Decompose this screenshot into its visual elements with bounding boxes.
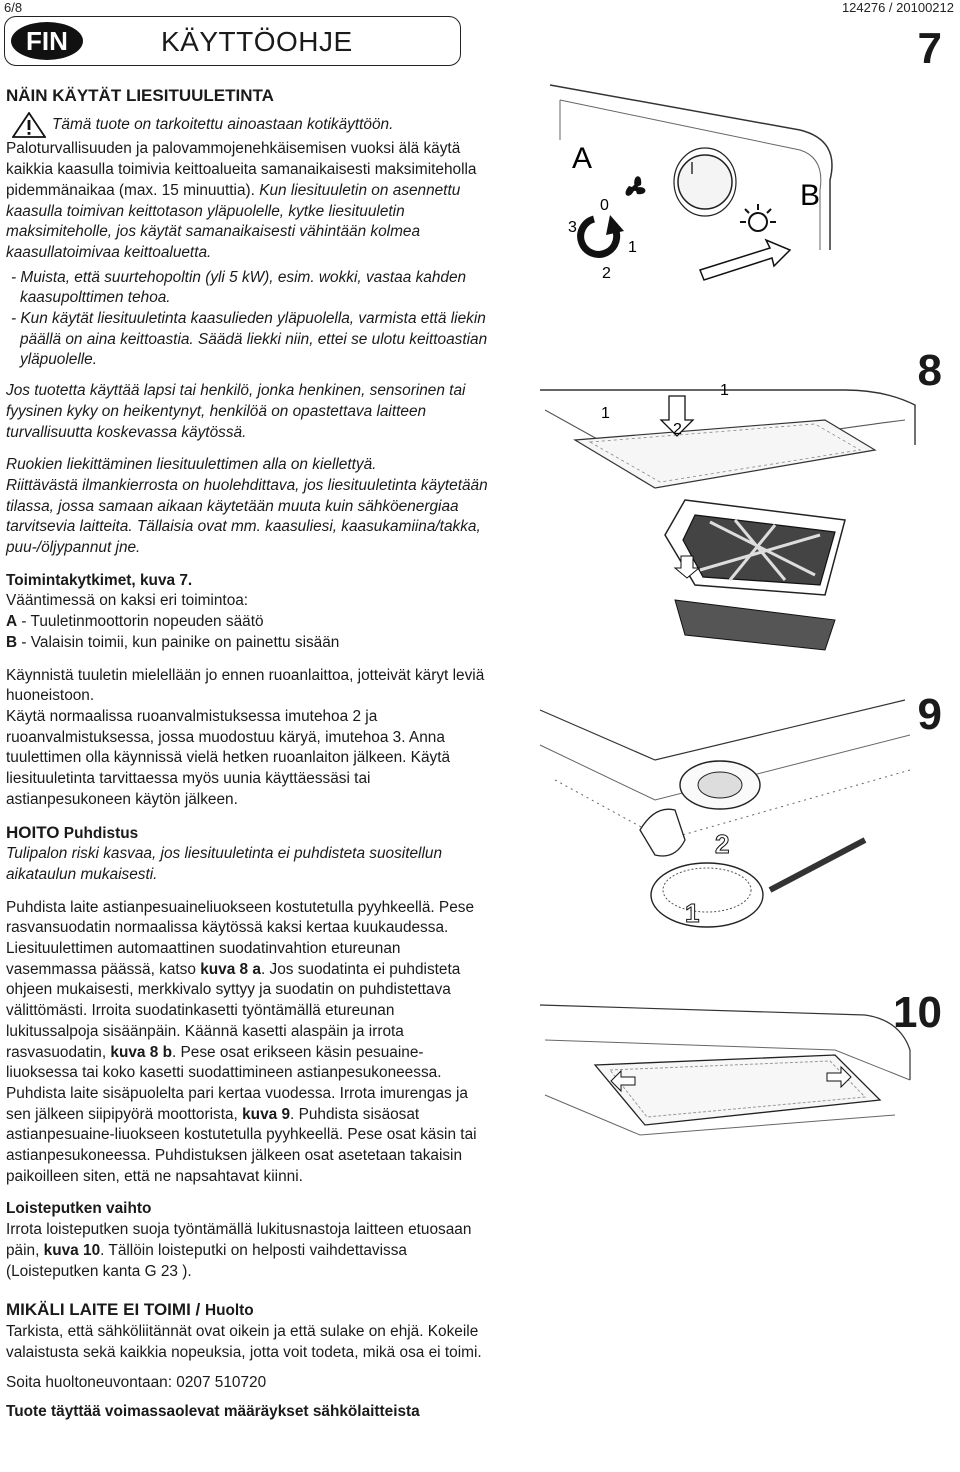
fire-safety-text [6,139,491,263]
control-a [6,612,491,633]
language-badge: FIN [11,22,83,60]
figure-ref-8b: kuva 8 b [110,1043,172,1061]
push-arrow-icon [700,240,790,280]
control-a-key: A [6,613,18,631]
figure-7-control-knob [540,80,840,290]
warning-line [6,115,491,136]
label-1-right: 1 [720,382,729,399]
label-b: B [800,179,821,212]
instructions-column [6,86,491,1423]
fault-text: Tarkista, että sähköliitännät ovat oikein ja että sulake on ehjä. Kokeile valaistusta sekä kaikkia nopeuksia, jotta voit todeta, mikä osa ei toimi. [6,1322,482,1361]
control-b-text: - Valaisin toimii, kun painike on painettu sisään [17,633,340,651]
control-b-key: B [6,633,18,651]
care-title: HOITO [6,822,60,842]
bullet-gas-stove: - Kun käytät liesituuletinta kaasulieden yläpuolella, varmista että liekin päällä on aina keittoastia. Säädä liekki niin, ettei se ulotu keittoastian yläpuolelle. [11,310,488,369]
label-1-left: 1 [601,405,610,422]
figure-ref-9: kuva 9 [242,1105,291,1123]
fire-safety-sentence-2: Kun liesituuletin on asennettu kaasulla toimivan keittotason yläpuolelle, kytke liesituuletin maksimiteholle, jos käytät samanaikaisesti vähintään kolmea kaasullatoimivaa keittoaluetta. [6,181,461,261]
fault-heading [6,1300,491,1322]
speed-label-3: 3 [568,219,577,236]
figure-number-10: 10 [893,988,942,1037]
controls-heading: Toimintakytkimet, kuva 7. [6,571,193,589]
speed-label-1: 1 [628,239,637,256]
tube-part-1: Irrota loisteputken suoja työntämällä lukitusnastoja laitteen etuosaan päin, [6,1221,472,1259]
usage-power: Käytä normaalissa ruoanvalmistuksessa imutehoa 2 ja ruoanvalmistuksessa, jossa muodostuu käryä, imutehoa 3. Anna tuulettimen olla käynnissä vielä hetken ruoanlaiton jälkeen. Käytä liesituuletinta tarvittaessa myös uunia käyttäessäsi tai astianpesukoneen käytön jälkeen. [6,707,451,808]
compliance-text: Tuote täyttää voimassaolevat määräykset sähkölaitteista [6,1403,420,1421]
page-number: 6/8 [4,0,23,15]
speed-label-2: 2 [602,265,611,282]
tube-heading: Loisteputken vaihto [6,1200,152,1218]
figure-number-9: 9 [917,690,942,739]
cleaning-part-2: . Jos suodatinta ei puhdisteta ohjeen mukaisesti, merkkivalo syttyy ja suodatin on puhdistettava välittömästi. Irroita suodatinkasetti työntämällä etureunan lukitussalpoja sisäänpäin. Käännä kasetti alaspäin ja irrota rasvasuodatin, [6,960,461,1061]
fault-subtitle: Huolto [204,1302,254,1320]
document-reference: 124276 / 20100212 [841,0,954,15]
cleaning-part-3: . Pese osat erikseen käsin pesuaine-liuoksessa tai koko kasetti suodattimineen astianpesukoneessa. Puhdista laite sisäpuolelta pari kertaa vuodessa. Irrota imurengas ja sen jälkeen siipipyörä moottorista, [6,1043,468,1123]
speed-rotation-arrow-icon [581,215,624,254]
header-box [4,16,461,66]
fan-wheel [651,863,763,927]
control-b [6,633,491,654]
hand-icon [640,809,685,856]
fault-title: MIKÄLI LAITE EI TOIMI / [6,1300,205,1320]
speed-label-0: 0 [600,197,609,214]
light-cover [595,1055,880,1125]
warning-triangle-icon [12,112,46,138]
fire-safety-sentence-1: Paloturvallisuuden ja palovammojenehkäisemisen vuoksi älä käytä kaikkia kaasulla toimivia keittoalueita samanaikaisesti maksimiteholla pidemmänaikaa (max. 15 minuuttia). [6,140,477,199]
label-1: 1 [685,898,700,928]
figure-number-8: 8 [917,346,942,395]
care-heading [6,823,491,845]
figure-10-tube-cover [535,995,920,1155]
cleaning-text [6,898,491,1188]
bullet-wok: - Muista, että suurtehopoltin (yli 5 kW), esim. wokki, vastaa kahden kaasupolttimen tehoa. [11,268,467,307]
tube-part-2: . Tällöin loisteputki on helposti vaihdettavissa (Loisteputken kanta G 23 ). [6,1241,407,1280]
warning-text: Tämä tuote on tarkoitettu ainoastaan kotikäyttöön. [52,115,394,133]
control-a-text: - Tuuletinmoottorin nopeuden säätö [17,613,264,631]
screwdriver-icon [770,840,865,890]
usage-start: Käynnistä tuuletin mielellään jo ennen ruoanlaittoa, jotteivät käryt leviä huoneistoon. [6,666,485,705]
care-subtitle: Puhdistus [59,824,139,842]
page-title: KÄYTTÖOHJE [161,26,353,57]
cleaning-part-4: . Puhdista sisäosat astianpesuaine-liuokseen kostutetulla pyyhkeellä. Pese osat käsin tai astianpesukoneessa. Puhdistuksen jälkeen osat asetetaan takaisin paikoilleen siten, että ne napsahtavat kiinni. [6,1105,477,1185]
label-2: 2 [715,829,730,859]
controls-intro: Vääntimessä on kaksi eri toimintoa: [6,592,249,610]
cleaning-part-1: Puhdista laite astianpesuaineliuokseen kostutetulla pyyhkeellä. Pese rasvansuodatin normaalissa käytössä kaksi kertaa kuukaudessa. Liesituulettimen automaattinen suodatinvahtion etureunan vasemmassa päässä, katso [6,898,475,978]
flambe-warning: Ruokien liekittäminen liesituulettimen alla on kiellettyä. [6,456,377,474]
care-warning: Tulipalon riski kasvaa, jos liesituuletinta ei puhdisteta suositellun aikataulun mukaisesti. [6,845,443,883]
service-phone: Soita huoltoneuvontaan: 0207 510720 [6,1374,267,1392]
ventilation-warning: Riittävästä ilmankierrosta on huolehdittava, jos liesituuletinta käytetään tilassa, jossa samaan aikaan käytetään muuta kuin sähköenergiaa tarvitsevia laitteita. Tällaisia ovat mm. kaasuliesi, kaasukamiina/takka, puu-/öljypannut jne. [6,476,488,557]
children-warning: Jos tuotetta käyttää lapsi tai henkilö, jonka henkinen, sensorinen tai fyysinen kyky on heikentynyt, henkilöä on opastettava laitteen turvallisuutta koskevassa käytössä. [6,382,466,441]
label-2: 2 [673,421,682,438]
figure-9-fan-removal [535,690,920,945]
tube-text [6,1220,491,1282]
figure-ref-8a: kuva 8 a [200,960,261,978]
light-bulb-icon [740,204,776,231]
label-a: A [572,142,593,175]
figure-ref-10: kuva 10 [43,1241,101,1259]
figure-8-filter-cassette [535,370,925,660]
fan-icon [626,176,646,196]
figure-number-7: 7 [917,24,942,73]
section-heading: NÄIN KÄYTÄT LIESITUULETINTA [6,86,274,105]
knob-icon [678,155,732,209]
